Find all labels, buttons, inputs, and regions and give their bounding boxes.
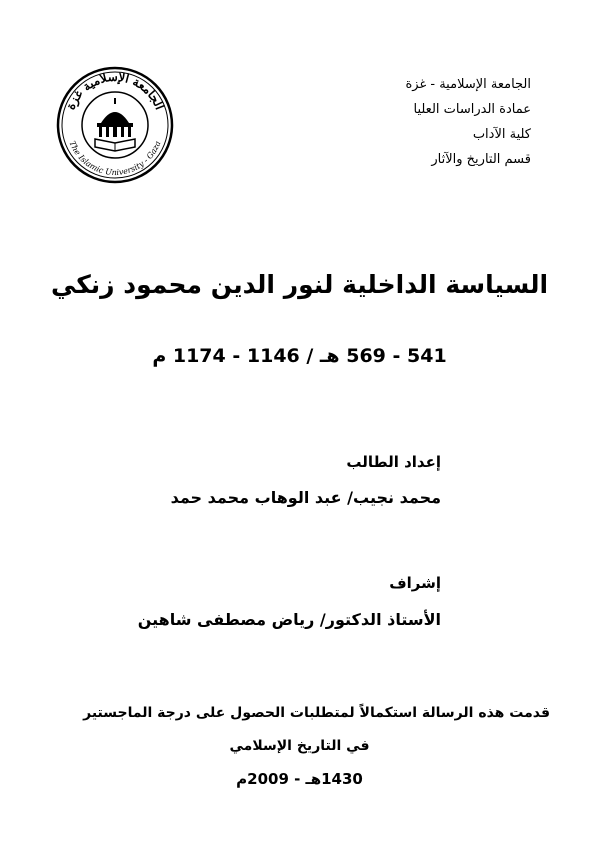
university-name: الجامعة الإسلامية - غزة <box>405 77 531 92</box>
seal-english-text: The Islamic University - Gaza <box>67 139 163 178</box>
thesis-title: السياسة الداخلية لنور الدين محمود زنكي <box>50 270 549 299</box>
prepared-by-label: إعداد الطالب <box>346 453 441 471</box>
university-seal-icon <box>55 65 175 185</box>
submission-statement: قدمت هذه الرسالة استكمالاً لمتطلبات الحصول على درجة الماجستير <box>83 705 550 721</box>
student-name: محمد نجيب/ عبد الوهاب محمد حمد <box>170 488 441 507</box>
seal-arabic-text: الجامعة الإسلامية غزة <box>63 69 167 112</box>
faculty-name: كلية الآداب <box>472 127 531 142</box>
department-name: قسم التاريخ والآثار <box>431 152 531 167</box>
institution-header <box>301 72 531 172</box>
thesis-date-range: 541 - 569 هـ / 1146 - 1174 م <box>152 345 447 367</box>
svg-text:الجامعة الإسلامية غزة <box>63 70 167 112</box>
degree-field: في التاريخ الإسلامي <box>229 738 370 754</box>
submission-year: 1430هـ - 2009م <box>236 770 363 788</box>
supervision-label: إشراف <box>389 574 441 592</box>
supervisor-name: الأستاذ الدكتور/ رياض مصطفى شاهين <box>137 610 441 629</box>
deanship-name: عمادة الدراسات العليا <box>413 102 531 117</box>
